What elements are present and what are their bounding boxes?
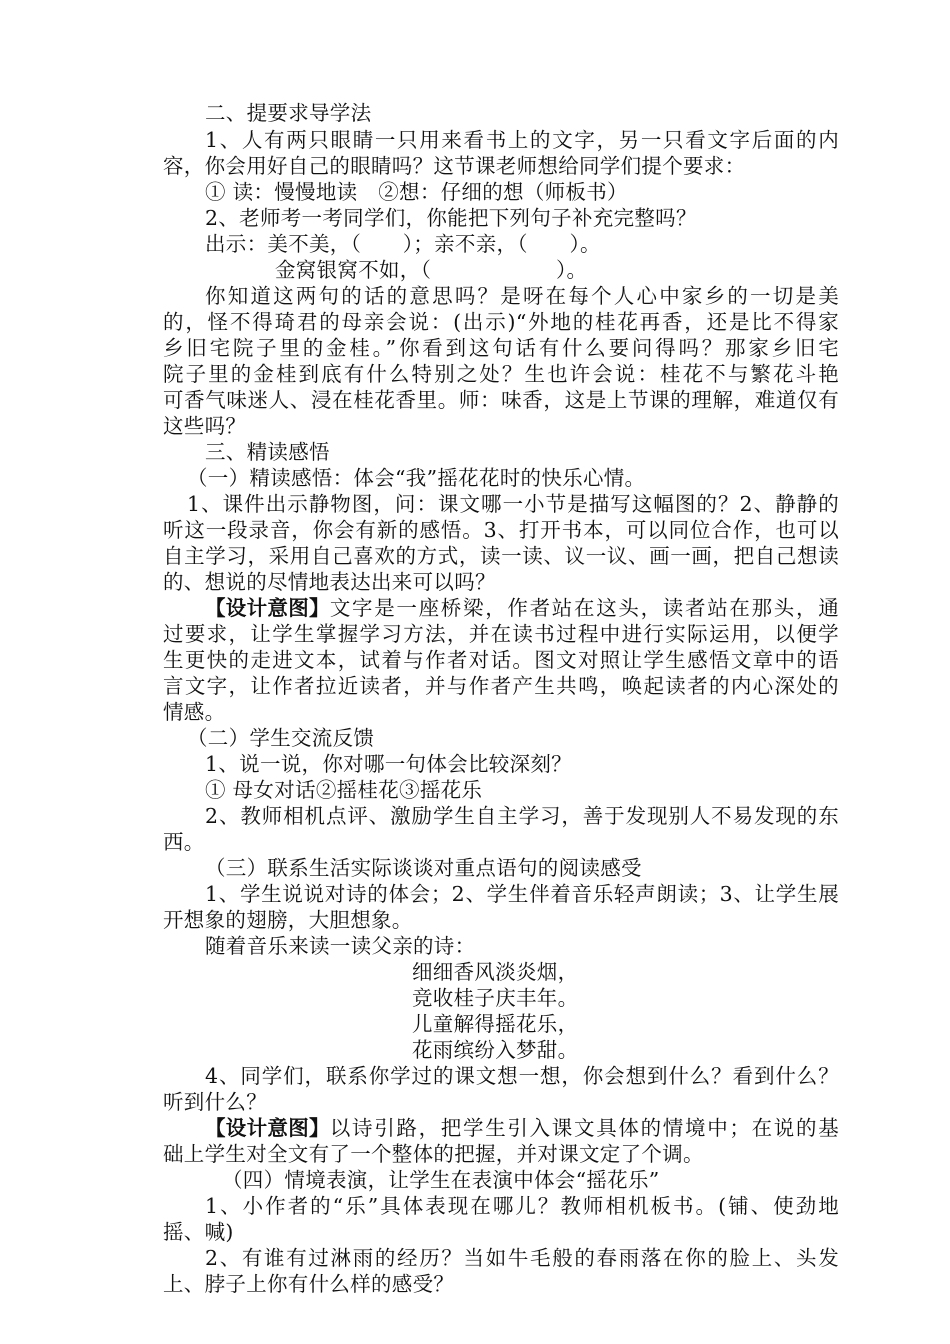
paragraph-line: 2、教师相机点评、激励学生自主学习，善于发现别人不易发现的东 <box>205 804 839 828</box>
paragraph-line: 摇、喊) <box>163 1220 234 1244</box>
design-intent-label: 【设计意图】 <box>205 596 330 620</box>
paragraph-line: 的，怪不得琦君的母亲会说：(出示)“外地的桂花再香，还是比不得家 <box>163 310 839 334</box>
subsection-title: （一）精读感悟：体会“我”摇花花时的快乐心情。 <box>187 466 646 490</box>
poem-line: 竞收桂子庆丰年。 <box>412 986 579 1010</box>
paragraph-line: 西。 <box>163 830 205 854</box>
paragraph-line: 过要求，让学生掌握学习方法，并在读书过程中进行实际运用，以便学 <box>163 622 839 646</box>
design-intent-line <box>205 1115 839 1141</box>
paragraph-line: 生更快的走进文本，试着与作者对话。图文对照让学生感悟文章中的语 <box>163 648 839 672</box>
poem-line: 细细香风淡炎烟， <box>412 960 579 984</box>
paragraph-line: 院子里的金桂到底有什么特别之处？生也许会说：桂花不与繁花斗艳 <box>163 362 839 386</box>
design-intent-label: 【设计意图】 <box>205 1116 330 1140</box>
paragraph-line: 的、想说的尽情地表达出来可以吗？ <box>163 570 496 594</box>
paragraph-line: 1、学生说说对诗的体会；2、学生伴着音乐轻声朗读；3、让学生展 <box>205 882 839 906</box>
subsection-title: （三）联系生活实际谈谈对重点语句的阅读感受 <box>205 856 642 880</box>
paragraph-line: 1、人有两只眼睛一只用来看书上的文字，另一只看文字后面的内 <box>205 128 839 152</box>
section-3-title: 三、精读感悟 <box>205 440 330 464</box>
paragraph-line: 听这一段录音，你会有新的感悟。3、打开书本，可以同位合作，也可以 <box>163 518 839 542</box>
poem-line: 儿童解得摇花乐， <box>412 1012 579 1036</box>
paragraph-line: ① 母女对话②摇桂花③摇花乐 <box>205 778 483 802</box>
paragraph-line: 这些吗？ <box>163 414 247 438</box>
subsection-title: （二）学生交流反馈 <box>187 726 375 750</box>
paragraph-line: 容，你会用好自己的眼睛吗？这节课老师想给同学们提个要求： <box>163 154 746 178</box>
paragraph-line: 随着音乐来读一读父亲的诗： <box>205 934 476 958</box>
paragraph-line: 情感。 <box>163 700 226 724</box>
paragraph-text: 以诗引路，把学生引入课文具体的情境中；在说的基 <box>329 1116 839 1140</box>
paragraph-line: 自主学习，采用自己喜欢的方式，读一读、议一议、画一画，把自己想读 <box>163 544 839 568</box>
paragraph-line: 金窝银窝不如，（ ）。 <box>275 258 588 282</box>
paragraph-text: 文字是一座桥梁，作者站在这头，读者站在那头，通 <box>329 596 839 620</box>
paragraph-line: 开想象的翅膀，大胆想象。 <box>163 908 413 932</box>
paragraph-line: 可香气味迷人、浸在桂花香里。师：味香，这是上节课的理解，难道仅有 <box>163 388 839 412</box>
paragraph-line: 础上学生对全文有了一个整体的把握，并对课文定了个调。 <box>163 1142 704 1166</box>
paragraph-line: 1、说一说，你对哪一句体会比较深刻？ <box>205 752 572 776</box>
paragraph-line: 上、脖子上你有什么样的感受？ <box>163 1272 455 1296</box>
paragraph-line: 2、有谁有过淋雨的经历？当如牛毛般的春雨落在你的脸上、头发 <box>205 1246 839 1270</box>
subsection-title: （四）情境表演，让学生在表演中体会“摇花乐” <box>222 1168 660 1192</box>
paragraph-line: 2、老师考一考同学们，你能把下列句子补充完整吗？ <box>205 206 697 230</box>
paragraph-line: ① 读：慢慢地读 ②想：仔细的想（师板书） <box>205 180 628 204</box>
section-2-title: 二、提要求导学法 <box>205 101 372 125</box>
paragraph-line: 4、同学们，联系你学过的课文想一想，你会想到什么？看到什么？ <box>205 1064 839 1088</box>
paragraph-line: 出示：美不美，（ ）；亲不亲，（ ）。 <box>205 232 601 256</box>
poem-line: 花雨缤纷入梦甜。 <box>412 1038 579 1062</box>
paragraph-line: 1、课件出示静物图，问：课文哪一小节是描写这幅图的？2、静静的 <box>187 492 839 516</box>
design-intent-line <box>205 595 839 621</box>
paragraph-line: 言文字，让作者拉近读者，并与作者产生共鸣，唤起读者的内心深处的 <box>163 674 839 698</box>
paragraph-line: 乡旧宅院子里的金桂。”你看到这句话有什么要问得吗？那家乡旧宅 <box>163 336 839 360</box>
paragraph-line: 1、小作者的“乐”具体表现在哪儿？教师相机板书。(铺、使劲地 <box>205 1194 839 1218</box>
paragraph-line: 你知道这两句的话的意思吗？是呀在每个人心中家乡的一切是美 <box>205 284 839 308</box>
paragraph-line: 听到什么？ <box>163 1090 267 1114</box>
